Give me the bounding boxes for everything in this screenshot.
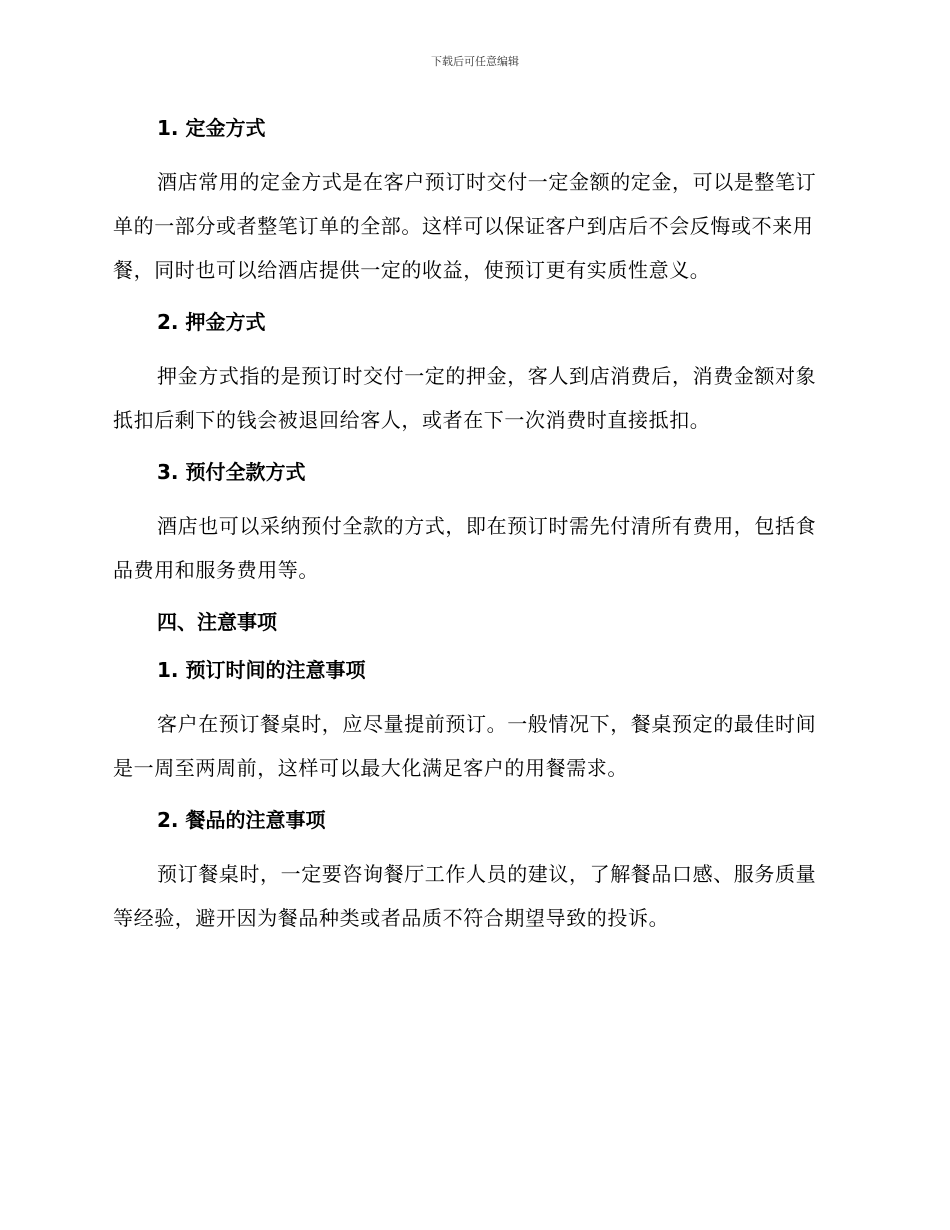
section-paragraph-guarantee: 押金方式指的是预订时交付一定的押金，客人到店消费后，消费金额对象抵扣后剩下的钱会被退回给客人，或者在下一次消费时直接抵扣。	[113, 364, 817, 432]
section-paragraph-booking-time: 客户在预订餐桌时，应尽量提前预订。一般情况下，餐桌预定的最佳时间是一周至两周前，这样可以最大化满足客户的用餐需求。	[113, 712, 817, 780]
section-heading-prepay: 3. 预付全款方式	[157, 460, 306, 484]
document-body	[113, 112, 831, 954]
section-heading-booking-time: 1. 预订时间的注意事项	[157, 658, 366, 682]
section-paragraph-prepay: 酒店也可以采纳预付全款的方式，即在预订时需先付清所有费用，包括食品费用和服务费用等。	[113, 514, 817, 582]
section-heading-notes: 四、注意事项	[157, 610, 277, 634]
header-note: 下载后可任意编辑	[431, 55, 519, 68]
section-heading-guarantee: 2. 押金方式	[157, 310, 266, 334]
section-paragraph-dishes: 预订餐桌时，一定要咨询餐厅工作人员的建议，了解餐品口感、服务质量等经验，避开因为餐品种类或者品质不符合期望导致的投诉。	[113, 862, 817, 930]
section-heading-deposit: 1. 定金方式	[157, 116, 266, 140]
section-heading-dishes: 2. 餐品的注意事项	[157, 808, 326, 832]
section-paragraph-deposit: 酒店常用的定金方式是在客户预订时交付一定金额的定金，可以是整笔订单的一部分或者整笔订单的全部。这样可以保证客户到店后不会反悔或不来用餐，同时也可以给酒店提供一定的收益，使预订更有实质性意义。	[113, 170, 817, 282]
